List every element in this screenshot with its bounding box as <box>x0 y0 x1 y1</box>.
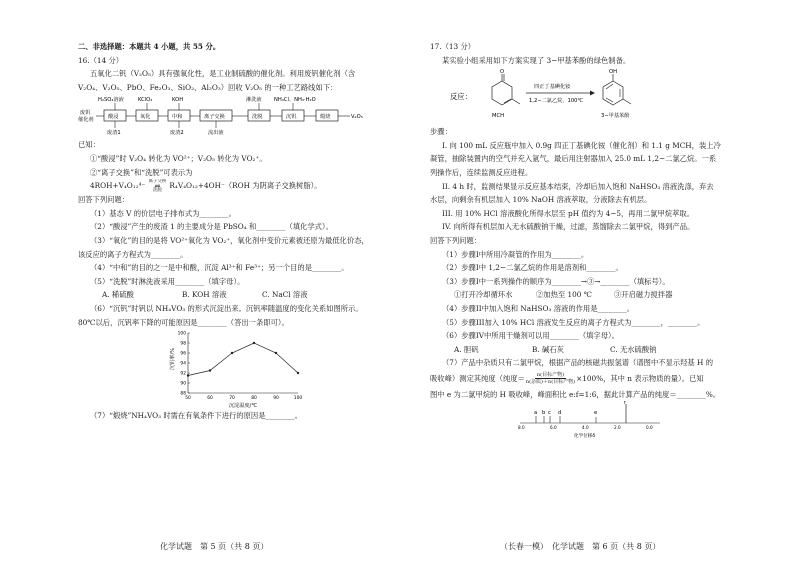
reaction-scheme <box>430 67 750 125</box>
q16-5: （5）“洗脱”时淋洗液采用________（填字母）。 <box>90 276 245 286</box>
reagent-nh4cl: NH₄Cl、NH₃·H₂O <box>274 97 316 104</box>
process-flow-diagram <box>78 94 378 138</box>
q16-intro-line1: 五氧化二钒（V₂O₅）具有强氧化性，是工业制硫酸的催化剂。利用废钒催化剂（含 <box>90 69 356 79</box>
reaction-label: 反应： <box>450 92 472 102</box>
right-footer: （长春一模） 化学试题 第 6 页（共 8 页） <box>500 542 661 551</box>
peak-f: f <box>624 401 626 407</box>
answer-prompt: 回答下列问题： <box>78 195 130 205</box>
step-2b: 水层，向剩余有机层加入 10% NaOH 溶液萃取，分液除去有机层。 <box>430 195 652 205</box>
q17-7b-pre: 吸收峰）测定其纯度（纯度＝ <box>430 373 525 383</box>
chart-xtick-label: 90 <box>273 396 279 402</box>
known-1: ①“酸浸”时 V₂O₄ 转化为 VO²⁺；V₂O₅ 转化为 VO₂⁺。 <box>90 153 267 163</box>
product-structure <box>603 69 631 105</box>
nmr-tick-0: 0.0 <box>646 425 653 431</box>
q16-header: 16.（14 分） <box>78 55 124 65</box>
step-3: III. 用 10% HCl 溶液酸化所得水层至 pH 值约为 4−5，再用二氯甲烷萃取。 <box>442 208 694 218</box>
q17-3-option-2: ②加热至 100 ℃ <box>536 290 592 300</box>
chart-xtick-label: 80 <box>251 396 257 402</box>
q17-7b <box>430 370 758 388</box>
q16-5-option-a: A. 稀硫酸 <box>102 290 134 300</box>
product-name: 3−甲基苯酚 <box>601 113 630 120</box>
q17-6-option-c: C. 无水硫酸钠 <box>610 344 657 354</box>
q16-intro-line2: V₂O₄、V₂O₅、PbO、Fe₂O₃、SiO₂、Al₂O₃）回收 V₂O₅ 的一种工艺路线如下： <box>78 82 338 92</box>
nmr-tick-2: 2.0 <box>614 425 621 431</box>
nmr-tick-6: 6.0 <box>550 425 557 431</box>
waste-residue-2: 废渣2 <box>170 130 184 137</box>
chart-ytick-label: 96 <box>180 351 186 357</box>
reagent-eluent: 淋洗液 <box>246 97 262 104</box>
ion-exchange-equation <box>78 179 382 193</box>
eq-left: 4ROH+V₄O₁₂⁴⁻ <box>90 181 146 191</box>
waste-residue-1: 废渣1 <box>107 130 121 137</box>
chart-xtick-label: 70 <box>229 396 235 402</box>
fraction-numerator: n(目标产物) <box>536 372 565 379</box>
q17-5: （5）步骤III加入 10% HCl 溶液发生反应的离子方程式为________，________。 <box>442 317 705 327</box>
q17-2: （2）步骤I中 1,2−二氯乙烷的作用是溶剂和________。 <box>442 263 623 273</box>
condition-top: 四正丁基碘化铵 <box>534 84 571 91</box>
known-label: 已知： <box>78 140 100 150</box>
known-2: ②“离子交换”和“洗脱”可表示为 <box>90 167 193 177</box>
reagent-h2so4: H₂SO₄溶液 <box>98 97 124 104</box>
flow-start-line2: 催化剂 <box>78 117 94 124</box>
peak-b: b <box>542 410 546 417</box>
q16-5-options <box>78 288 382 302</box>
q17-intro: 某实验小组采用如下方案实现了 3−甲基苯酚的绿色制备。 <box>442 55 631 65</box>
precipitation-rate-chart <box>156 329 356 409</box>
nmr-tick-8: 8.0 <box>518 425 525 431</box>
left-footer: 化学试题 第 5 页（共 8 页） <box>160 542 269 551</box>
steps-title: 步骤： <box>430 127 452 137</box>
q17-3-options <box>430 288 758 302</box>
flow-step-calcine: 煅烧 <box>320 114 331 121</box>
condition-bottom: 1,2−二氯乙烷，100℃ <box>529 98 584 105</box>
q17-3-option-1: ①打开冷却循环水 <box>454 290 513 300</box>
q16-1: （1）基态 V 的价层电子排布式为________。 <box>90 208 236 218</box>
nmr-tick-4: 4.0 <box>582 425 589 431</box>
chart-ytick-label: 88 <box>180 391 186 397</box>
fraction-denominator: n(杂质)＋n(目标产物) <box>525 379 576 386</box>
q16-3b: 该反应的离子方程式为________。 <box>78 249 188 259</box>
flow-step-oxidize: 氧化 <box>140 114 151 121</box>
chart-data-point <box>297 372 299 374</box>
q16-7: （7）“煅烧”NH₄VO₃ 时需在有氧条件下进行的原因是________。 <box>90 411 302 421</box>
chart-data-point <box>231 352 233 354</box>
peak-c: c <box>548 410 551 417</box>
chart-data-point <box>275 352 277 354</box>
q17-6-option-b: B. 碱石灰 <box>532 344 564 354</box>
flow-start-line1: 废钒 <box>80 110 91 117</box>
eq-arrow <box>148 179 166 193</box>
q17-7c: 图中 e 为二氯甲烷的 H 吸收峰，峰面积比 e:f=1:6，据此计算产品的纯度＝________%。 <box>430 389 721 399</box>
q16-6b: 80℃以后，沉钒率下降的可能原因是________（答出一条即可）。 <box>78 317 289 327</box>
step-1a: I. 向 100 mL 反应瓶中加入 0.9g 四正丁基碘化铵（催化剂）和 1.1 g MCH，装上冷 <box>442 140 721 150</box>
chart-ylabel: 沉钒率/% <box>170 347 176 371</box>
mch-oxygen: O <box>500 69 505 76</box>
chart-data-point <box>209 369 211 371</box>
flow-step-ion-exchange: 离子交换 <box>204 114 225 121</box>
q17-7b-post: ×100%，其中 n 表示物质的量）。已知 <box>576 373 704 383</box>
step-1c: 列操作后，连续监测反应进程。 <box>430 167 533 177</box>
chart-ytick-label: 98 <box>180 341 186 347</box>
mch-structure <box>492 69 520 105</box>
q17-3-option-3: ③开启磁力搅拌器 <box>614 290 673 300</box>
q17-header: 17.（13 分） <box>430 42 476 51</box>
step-1b: 凝管，抽除装置内的空气并充入氩气，最后用注射器加入 25.0 mL 1,2−二氯乙烷。一系 <box>430 154 717 164</box>
chart-ytick-label: 100 <box>177 331 186 337</box>
chart-ytick-label: 94 <box>180 361 186 367</box>
flow-step-elute: 洗脱 <box>252 114 263 121</box>
peak-e: e <box>594 410 598 417</box>
peak-d: d <box>558 410 562 417</box>
nmr-spectrum <box>510 401 710 441</box>
product-oh: OH <box>609 69 617 76</box>
section-title: 二、非选择题：本题共 4 小题，共 55 分。 <box>78 42 221 51</box>
answer-prompt-right: 回答下列问题： <box>430 235 482 245</box>
q16-4: （4）“中和”的目的之一是中和酸，沉淀 Al³⁺和 Fe³⁺；另一个目的是________。 <box>90 263 349 273</box>
step-4: IV. 向所得有机层加入无水硫酸钠干燥，过滤，蒸馏除去二氯甲烷，得到产品。 <box>442 222 695 232</box>
flow-end: V₂O₅ <box>351 114 363 121</box>
reactant-name: MCH <box>492 113 504 120</box>
chart-data-point <box>187 374 189 376</box>
chart-series-line <box>188 343 298 376</box>
step-2a: II. 4 h 时，监测结果显示反应基本结束，冷却后加入饱和 NaHSO₃ 溶液洗涤，弃去 <box>442 181 714 191</box>
chart-xlabel: 沉淀温度/℃ <box>228 403 258 410</box>
flow-step-precipitate: 沉钒 <box>286 114 297 121</box>
chart-data-point <box>253 342 255 344</box>
eq-arrow-symbol: ⇌ <box>154 182 161 191</box>
q16-6a: （6）“沉钒”时钒以 NH₄VO₃ 的形式沉淀出来。沉钒率随温度的变化关系如图所示。 <box>90 303 363 313</box>
chart-ytick-label: 92 <box>180 371 186 377</box>
chart-xtick-label: 100 <box>293 396 303 402</box>
eq-right: R₄V₄O₁₂+4OH⁻（ROH 为阴离子交换树脂）。 <box>169 181 322 191</box>
chart-ytick-label: 90 <box>180 381 186 387</box>
flow-step-acid-leach: 酸浸 <box>108 114 119 121</box>
peak-a: a <box>534 410 538 417</box>
reagent-koh: KOH <box>172 97 184 104</box>
chart-xtick-label: 60 <box>207 396 213 402</box>
nmr-xlabel: 化学位移δ <box>574 434 596 440</box>
q17-6-option-a: A. 胆矾 <box>454 344 479 354</box>
chart-xtick-label: 50 <box>185 396 191 402</box>
q16-2: （2）“酸浸”产生的废渣 1 的主要成分是 PbSO₄ 和________（填化学式）。 <box>90 222 333 232</box>
q17-4: （4）步骤II中加入饱和 NaHSO₃ 溶液的作用是________。 <box>442 303 634 313</box>
flow-step-neutralize: 中和 <box>172 114 183 121</box>
q17-6: （6）步骤IV中所用干燥剂可以用________（填字母）。 <box>442 331 619 341</box>
q17-7a: （7）产品中杂质只有二氯甲烷，根据产品的核磁共振氢谱（谱图中不显示羟基 H 的 <box>442 358 714 368</box>
q16-5-option-c: C. NaCl 溶液 <box>262 290 308 300</box>
reagent-kclo3: KClO₃ <box>138 97 153 104</box>
eq-arrow-bottom: 洗脱 <box>152 188 162 194</box>
right-page <box>400 0 800 565</box>
q16-3a: （3）“氧化”的目的是将 VO²⁺氧化为 VO₂⁺，氧化剂中变价元素被还原为最低化价态， <box>90 235 369 245</box>
eq-arrow-top: 离子交换 <box>148 179 167 185</box>
q17-1: （1）步骤I中所用冷凝管的作用为________。 <box>442 249 589 259</box>
effluent: 流出液 <box>208 130 224 137</box>
q17-3: （3）步骤I中一系列操作的顺序为________→③→________（填标号）。 <box>442 276 670 286</box>
q16-5-option-b: B. KOH 溶液 <box>182 290 227 300</box>
purity-fraction <box>526 372 575 385</box>
q17-6-options <box>430 343 758 357</box>
